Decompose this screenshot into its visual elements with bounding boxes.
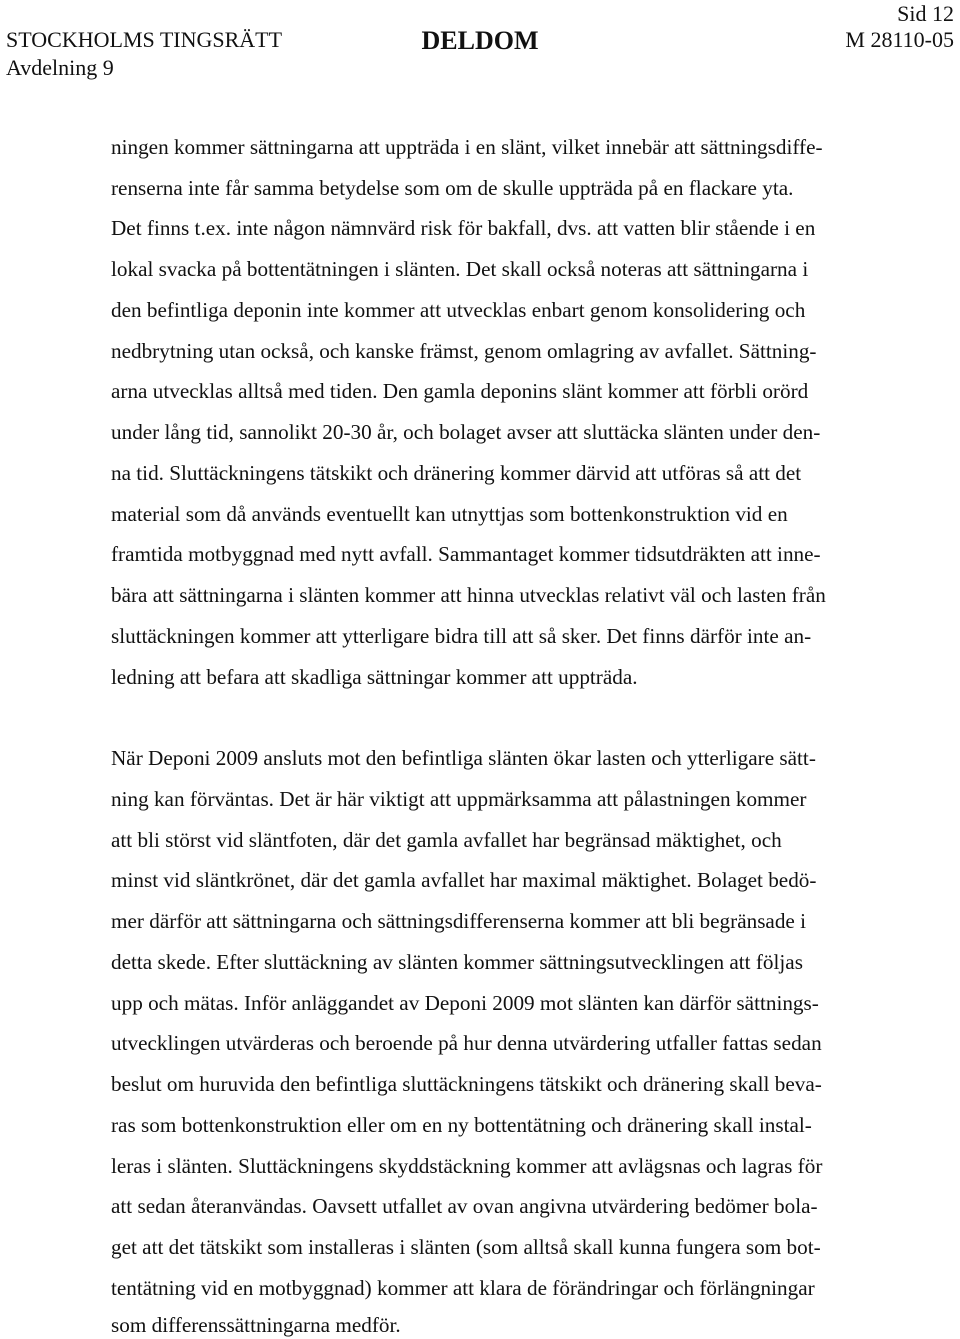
text-line: nedbrytning utan också, och kanske främst, genom omlagring av avfallet. Sättning- (111, 339, 817, 363)
page-number: Sid 12 (897, 1, 954, 26)
text-line: bära att sättningarna i slänten kommer att hinna utvecklas relativt väl och lasten från (111, 583, 826, 607)
text-line: upp och mätas. Inför anläggandet av Deponi 2009 mot slänten kan därför sättnings- (111, 991, 819, 1015)
text-line: arna utvecklas alltså med tiden. Den gamla deponins slänt kommer att förbli orörd (111, 379, 809, 403)
text-line: leras i slänten. Sluttäckningens skyddstäckning kommer att avlägsnas och lagras för (111, 1154, 823, 1178)
case-number: M 28110-05 (845, 27, 954, 52)
text-line: renserna inte får samma betydelse som om de skulle uppträda på en flackare yta. (111, 176, 794, 200)
text-line: utvecklingen utvärderas och beroende på hur denna utvärdering utfaller fattas sedan (111, 1031, 822, 1055)
department: Avdelning 9 (6, 55, 114, 80)
text-line: När Deponi 2009 ansluts mot den befintliga slänten ökar lasten och ytterligare sätt- (111, 746, 816, 770)
text-line: framtida motbyggnad med nytt avfall. Sammantaget kommer tidsutdräkten att inne- (111, 542, 821, 566)
text-line: ledning att befara att skadliga sättningar kommer att uppträda. (111, 665, 638, 689)
text-line: ning kan förväntas. Det är här viktigt att uppmärksamma att pålastningen kommer (111, 787, 807, 811)
text-line: sluttäckningen kommer att ytterligare bidra till att så sker. Det finns därför inte an- (111, 624, 812, 648)
text-line: material som då används eventuellt kan utnyttjas som bottenkonstruktion vid en (111, 502, 788, 526)
text-line: get att det tätskikt som installeras i slänten (som alltså skall kunna fungera som bot- (111, 1235, 821, 1259)
text-line: som differenssättningarna medför. (111, 1313, 401, 1337)
text-line: att sedan återanvändas. Oavsett utfallet av ovan angivna utvärdering bedömer bola- (111, 1194, 818, 1218)
text-line: under lång tid, sannolikt 20-30 år, och bolaget avser att sluttäcka slänten under den- (111, 420, 821, 444)
text-line: ningen kommer sättningarna att uppträda i en slänt, vilket innebär att sättningsdiffe- (111, 135, 823, 159)
text-line: att bli störst vid släntfoten, där det gamla avfallet har begränsad mäktighet, och (111, 828, 782, 852)
text-line: beslut om huruvida den befintliga sluttäckningens tätskikt och dränering skall beva- (111, 1072, 822, 1096)
text-line: tentätning vid en motbyggnad) kommer att klara de förändringar och förlängningar (111, 1276, 815, 1300)
text-line: minst vid släntkrönet, där det gamla avfallet har maximal mäktighet. Bolaget bedö- (111, 868, 817, 892)
court-name: STOCKHOLMS TINGSRÄTT (6, 27, 283, 52)
text-line: ras som bottenkonstruktion eller om en ny bottentätning och dränering skall instal- (111, 1113, 812, 1137)
text-line: den befintliga deponin inte kommer att utvecklas enbart genom konsolidering och (111, 298, 806, 322)
text-line: Det finns t.ex. inte någon nämnvärd risk för bakfall, dvs. att vatten blir stående i en (111, 216, 816, 240)
text-line: na tid. Sluttäckningens tätskikt och dränering kommer därvid att utföras så att det (111, 461, 802, 485)
document-type: DELDOM (421, 26, 539, 55)
text-line: lokal svacka på bottentätningen i slänten. Det skall också noteras att sättningarna i (111, 257, 809, 281)
text-line: detta skede. Efter sluttäckning av slänten kommer sättningsutvecklingen att följas (111, 950, 803, 974)
text-line: mer därför att sättningarna och sättningsdifferenserna kommer att bli begränsade i (111, 909, 807, 933)
